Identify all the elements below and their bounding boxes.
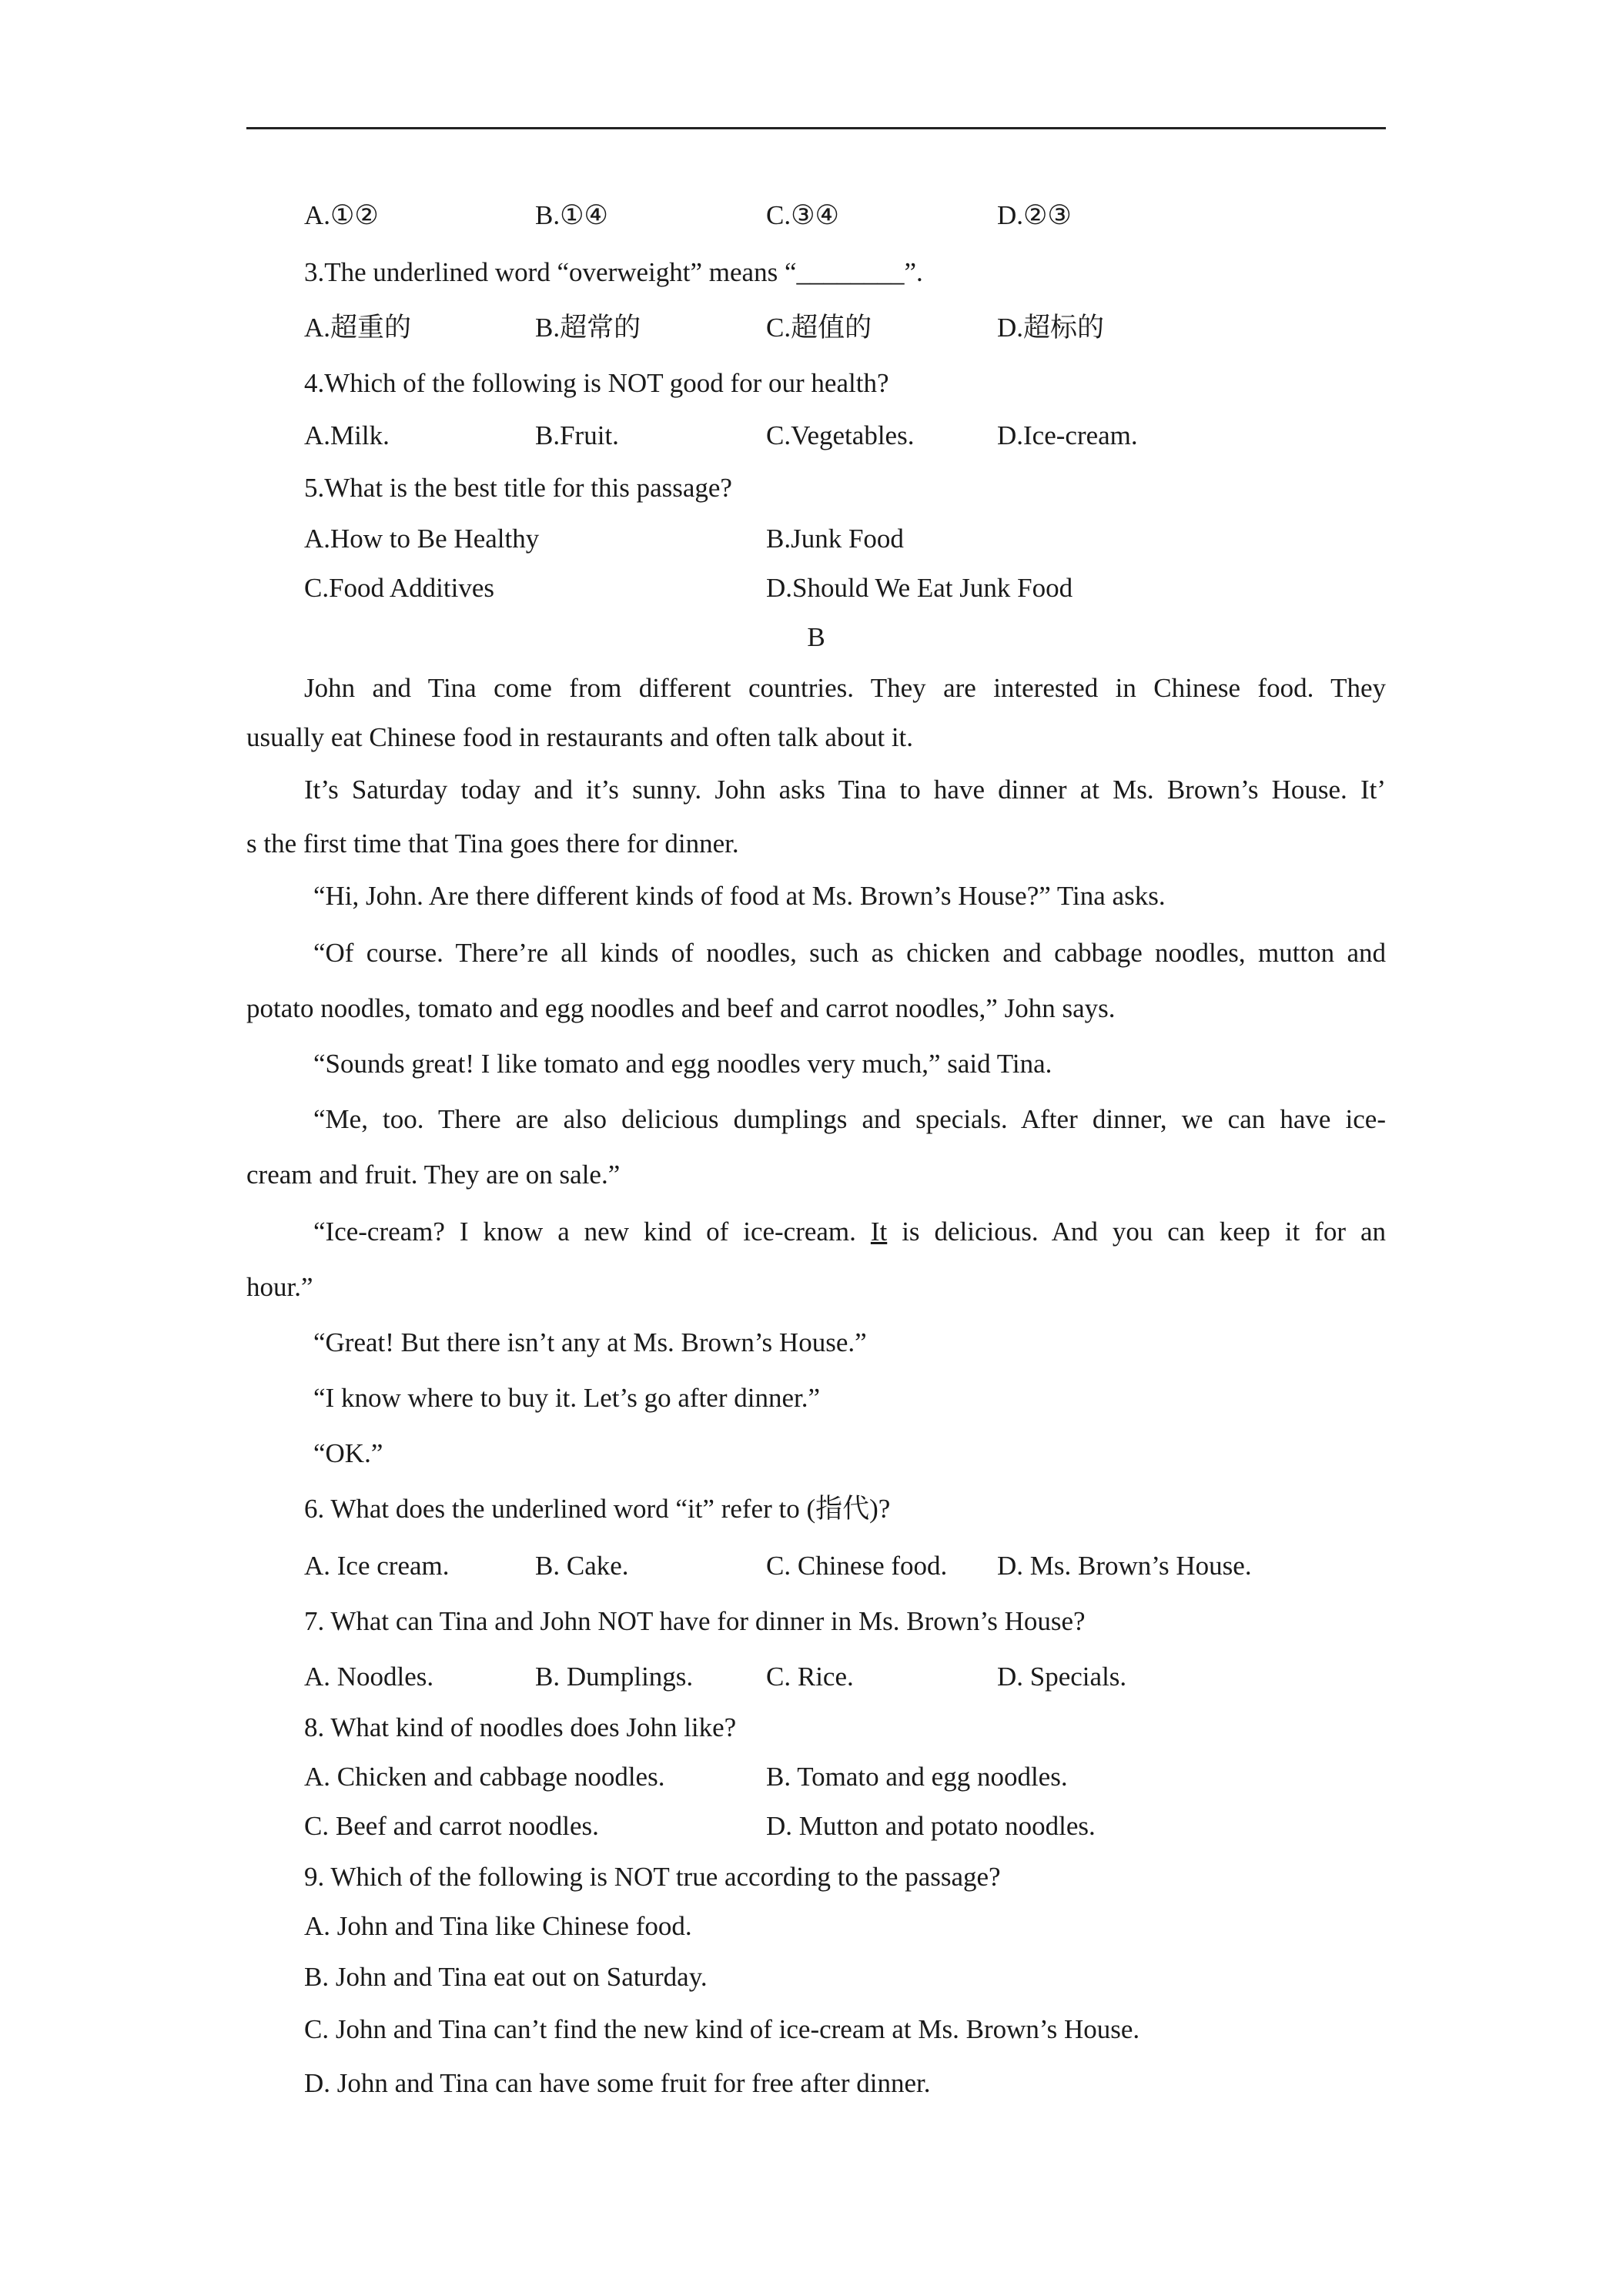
passage-p6-line2: cream and fruit. They are on sale.”	[246, 1160, 621, 1190]
passage-p4-line1: “Of course. There’re all kinds of noodles, such as chicken and cabbage noodles, mutton and	[313, 938, 1386, 968]
q6-question: 6. What does the underlined word “it” refer to (指代)?	[304, 1494, 891, 1524]
passage-p8: “Great! But there isn’t any at Ms. Brown’s House.”	[313, 1327, 867, 1357]
q6-option-c: C. Chinese food.	[766, 1551, 948, 1581]
q9-option-a: A. John and Tina like Chinese food.	[304, 1911, 692, 1941]
q7-option-d: D. Specials.	[997, 1662, 1127, 1692]
section-heading: B	[807, 622, 825, 652]
q3-option-a: A.超重的	[304, 313, 412, 343]
q2-option-a: A.①②	[304, 200, 379, 230]
q4-option-a: A.Milk.	[304, 420, 390, 450]
passage-p7-line2: hour.”	[246, 1272, 313, 1302]
underlined-word-it: It	[870, 1217, 888, 1247]
passage-p6-line1: “Me, too. There are also delicious dumplings and specials. After dinner, we can have ice-	[313, 1104, 1386, 1134]
passage-p9: “I know where to buy it. Let’s go after dinner.”	[313, 1383, 820, 1413]
q3-blank: ________	[796, 257, 905, 287]
q6-option-a: A. Ice cream.	[304, 1551, 450, 1581]
q8-option-a: A. Chicken and cabbage noodles.	[304, 1762, 665, 1792]
q4-option-b: B.Fruit.	[535, 420, 619, 450]
q2-option-d: D.②③	[997, 200, 1072, 230]
passage-p2-line1: It’s Saturday today and it’s sunny. John asks Tina to have dinner at Ms. Brown’s House. It’	[304, 775, 1386, 805]
q3-option-c: C.超值的	[766, 313, 872, 343]
passage-p2-line2: s the first time that Tina goes there for dinner.	[246, 828, 739, 858]
q7-option-b: B. Dumplings.	[535, 1662, 694, 1692]
q6-option-b: B. Cake.	[535, 1551, 629, 1581]
header-rule	[246, 127, 1386, 129]
passage-p1-line1: John and Tina come from different countries. They are interested in Chinese food. They	[304, 673, 1386, 703]
q3-question	[304, 256, 923, 290]
q5-option-c: C.Food Additives	[304, 573, 494, 603]
passage-p7-text-b: is delicious. And you can keep it for an	[887, 1217, 1387, 1247]
passage-p10: “OK.”	[313, 1438, 383, 1468]
passage-p3: “Hi, John. Are there different kinds of food at Ms. Brown’s House?” Tina asks.	[313, 881, 1166, 911]
q5-question: 5.What is the best title for this passage?	[304, 473, 732, 503]
passage-p7-line1	[313, 1215, 1386, 1249]
q7-option-a: A. Noodles.	[304, 1662, 434, 1692]
q9-option-c: C. John and Tina can’t find the new kind of ice-cream at Ms. Brown’s House.	[304, 2014, 1140, 2044]
q5-option-b: B.Junk Food	[766, 524, 904, 554]
q2-option-c: C.③④	[766, 200, 839, 230]
passage-p1-line2: usually eat Chinese food in restaurants and often talk about it.	[246, 722, 914, 752]
q7-question: 7. What can Tina and John NOT have for dinner in Ms. Brown’s House?	[304, 1606, 1086, 1636]
q3-prefix: 3.The underlined word “overweight” means “	[304, 257, 797, 287]
passage-p4-line2: potato noodles, tomato and egg noodles and beef and carrot noodles,” John says.	[246, 993, 1116, 1023]
q9-option-b: B. John and Tina eat out on Saturday.	[304, 1962, 708, 1992]
q4-question: 4.Which of the following is NOT good for our health?	[304, 368, 889, 398]
q7-option-c: C. Rice.	[766, 1662, 854, 1692]
q3-suffix: ”.	[904, 257, 923, 287]
q4-option-c: C.Vegetables.	[766, 420, 915, 450]
q8-option-c: C. Beef and carrot noodles.	[304, 1811, 599, 1841]
q8-option-b: B. Tomato and egg noodles.	[766, 1762, 1068, 1792]
q5-option-d: D.Should We Eat Junk Food	[766, 573, 1073, 603]
q9-question: 9. Which of the following is NOT true according to the passage?	[304, 1862, 1001, 1892]
q8-question: 8. What kind of noodles does John like?	[304, 1712, 737, 1742]
q6-option-d: D. Ms. Brown’s House.	[997, 1551, 1252, 1581]
q2-option-b: B.①④	[535, 200, 608, 230]
passage-p5: “Sounds great! I like tomato and egg noodles very much,” said Tina.	[313, 1049, 1052, 1079]
q8-option-d: D. Mutton and potato noodles.	[766, 1811, 1096, 1841]
q3-option-d: D.超标的	[997, 313, 1105, 343]
q4-option-d: D.Ice-cream.	[997, 420, 1138, 450]
q9-option-d: D. John and Tina can have some fruit for free after dinner.	[304, 2068, 931, 2098]
passage-p7-text-a: “Ice-cream? I know a new kind of ice-cream.	[313, 1217, 871, 1247]
q5-option-a: A.How to Be Healthy	[304, 524, 540, 554]
q3-option-b: B.超常的	[535, 313, 641, 343]
